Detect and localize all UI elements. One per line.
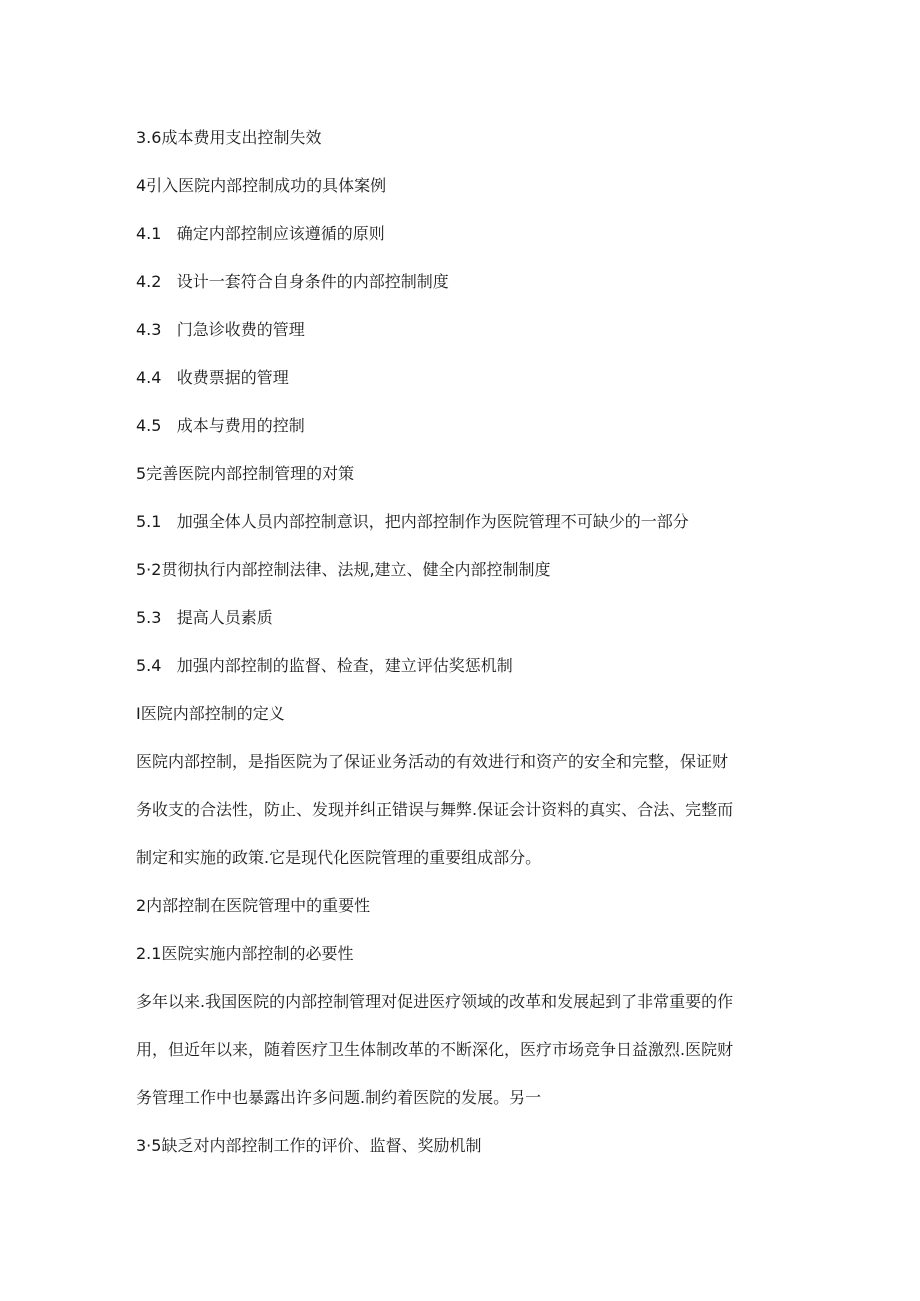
paragraph-line: 医院内部控制，是指医院为了保证业务活动的有效进行和资产的安全和完整，保证财 — [136, 752, 729, 771]
heading-2: 2内部控制在医院管理中的重要性 — [136, 896, 371, 915]
heading-4: 4引入医院内部控制成功的具体案例 — [136, 176, 387, 195]
heading-2-1: 2.1医院实施内部控制的必要性 — [136, 944, 354, 963]
heading-5-3: 5.3 提高人员素质 — [136, 608, 273, 627]
heading-5-4: 5.4 加强内部控制的监督、检查，建立评估奖惩机制 — [136, 656, 513, 675]
heading-3-6: 3.6成本费用支出控制失效 — [136, 128, 322, 147]
heading-3-5: 3·5缺乏对内部控制工作的评价、监督、奖励机制 — [136, 1136, 482, 1155]
paragraph-line: 务管理工作中也暴露出许多问题.制约着医院的发展。另一 — [136, 1088, 542, 1107]
heading-4-5: 4.5 成本与费用的控制 — [136, 416, 305, 435]
heading-1: I医院内部控制的定义 — [136, 704, 285, 723]
heading-4-4: 4.4 收费票据的管理 — [136, 368, 289, 387]
paragraph-definition — [136, 738, 776, 882]
heading-5-1: 5.1 加强全体人员内部控制意识，把内部控制作为医院管理不可缺少的一部分 — [136, 512, 689, 531]
heading-4-2: 4.2 设计一套符合自身条件的内部控制制度 — [136, 272, 449, 291]
heading-4-3: 4.3 门急诊收费的管理 — [136, 320, 305, 339]
paragraph-line: 多年以来.我国医院的内部控制管理对促进医疗领域的改革和发展起到了非常重要的作 — [136, 992, 734, 1011]
heading-4-1: 4.1 确定内部控制应该遵循的原则 — [136, 224, 385, 243]
heading-5: 5完善医院内部控制管理的对策 — [136, 464, 355, 483]
paragraph-line: 制定和实施的政策.它是现代化医院管理的重要组成部分。 — [136, 848, 542, 867]
paragraph-line: 用，但近年以来，随着医疗卫生体制改革的不断深化，医疗市场竞争日益激烈.医院财 — [136, 1040, 734, 1059]
paragraph-necessity — [136, 978, 776, 1122]
heading-5-2: 5·2贯彻执行内部控制法律、法规,建立、健全内部控制制度 — [136, 560, 551, 579]
paragraph-line: 务收支的合法性，防止、发现并纠正错误与舞弊.保证会计资料的真实、合法、完整而 — [136, 800, 734, 819]
